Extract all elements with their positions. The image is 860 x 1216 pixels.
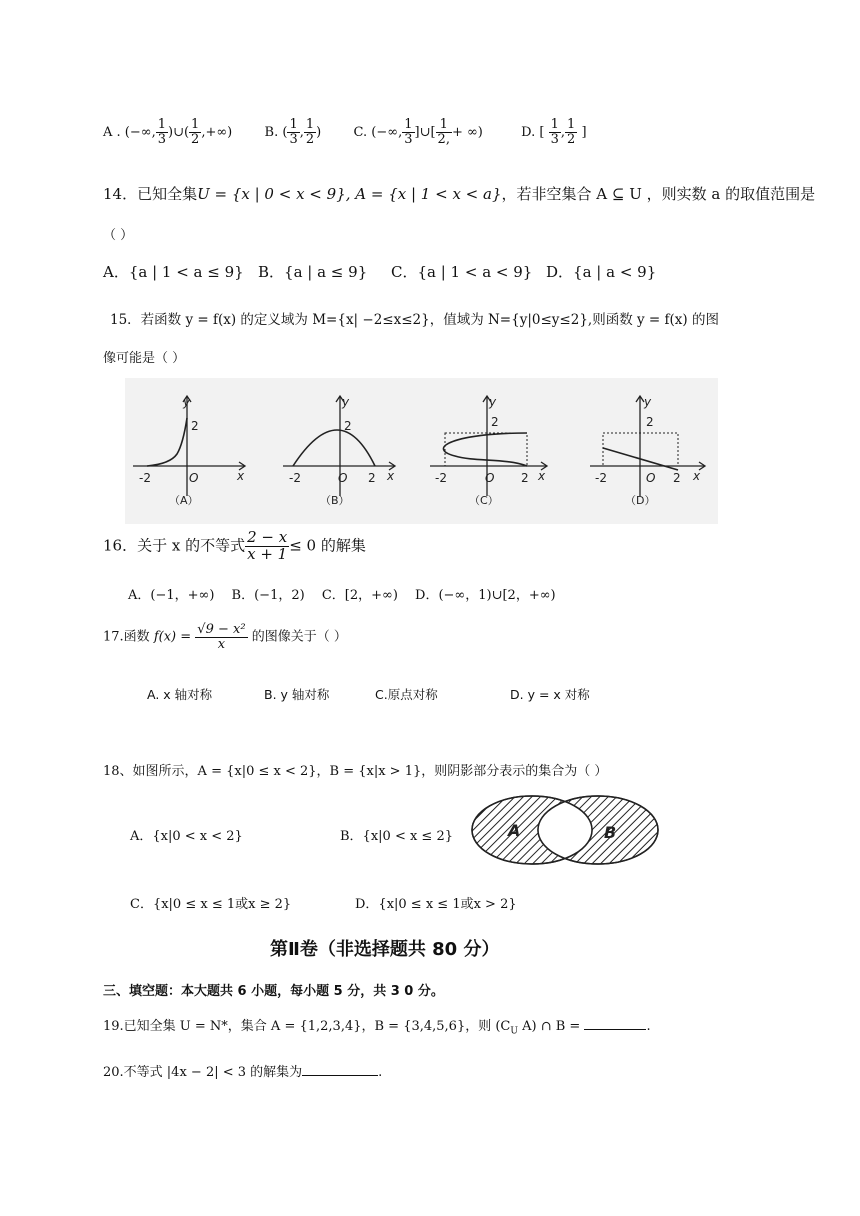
- venn-label-b: B: [604, 823, 617, 842]
- graph-a-origin: O: [189, 471, 199, 485]
- frac-den: 2,: [437, 131, 450, 147]
- q14-set-defs: U = {x | 0 < x < 9}, A = {x | 1 < x < a}: [197, 185, 502, 203]
- frac-den: 3: [404, 131, 413, 147]
- graph-d-x-label: x: [693, 469, 701, 483]
- q13-a-end: ,+∞): [201, 124, 233, 140]
- graph-b-tick-neg2: -2: [289, 471, 301, 485]
- graph-d-y-label: y: [644, 395, 652, 409]
- q17-option-c: C.原点对称: [375, 687, 438, 702]
- q13-option-d: D. [ $\frac{1}{3}$ , $\frac{1}{2}$ ]: [521, 117, 587, 147]
- q19-stem: [103, 1015, 651, 1037]
- graph-a-caption: （A）: [169, 494, 199, 507]
- q14-prefix: 14．已知全集: [103, 185, 198, 203]
- graph-b-caption: （B）: [320, 494, 350, 507]
- graph-d-caption: （D）: [625, 494, 656, 507]
- q17-fraction: [195, 623, 247, 651]
- q13-a-frac1: [156, 118, 168, 146]
- q13-option-c: [353, 117, 488, 147]
- q19-answer-blank[interactable]: [584, 1015, 646, 1030]
- graph-c-y-label: y: [489, 395, 497, 409]
- frac-num: 1: [550, 117, 559, 132]
- frac-den: 3: [550, 131, 559, 147]
- q17-option-b: B. y 轴对称: [264, 687, 330, 702]
- q17-suffix: 的图像关于（ ）: [251, 629, 347, 645]
- q13-c-mid: ]∪[: [414, 124, 436, 140]
- graph-c-tick-neg2: -2: [435, 471, 447, 485]
- q13-a-frac2: [189, 118, 201, 146]
- q17-option-d: D. y = x 对称: [510, 687, 590, 702]
- q14-option-c: C．{a | 1 < a < 9}: [391, 263, 533, 281]
- frac-den: 2: [567, 131, 576, 147]
- graph-c-tick-2: 2: [491, 415, 499, 429]
- q17-fx: f(x) =: [153, 629, 192, 645]
- q13-options: [103, 118, 587, 158]
- q20-stem: [103, 1061, 382, 1080]
- frac-den: 2: [191, 131, 200, 147]
- q13-c-frac2: [436, 118, 452, 146]
- graph-d-tick-pos2: 2: [673, 471, 681, 485]
- frac-den: x: [217, 636, 226, 652]
- graph-d-origin: O: [646, 471, 656, 485]
- graph-c-dotted-box: [445, 433, 527, 466]
- q13-c-frac1: [402, 118, 414, 146]
- q13-c-label: C.: [353, 124, 368, 140]
- graph-c-origin: O: [485, 471, 495, 485]
- q13-a-mid: )∪(: [168, 124, 190, 140]
- q18-option-c: C．{x|0 ≤ x ≤ 1或x ≥ 2}: [130, 897, 292, 912]
- q14-option-b: B．{a | a ≤ 9}: [258, 263, 368, 281]
- q13-option-b: B. ( $\frac{1}{3}$ , $\frac{1}{2}$ ): [264, 117, 326, 147]
- graph-d-tick-neg2: -2: [595, 471, 607, 485]
- q16-options: A．(−1，+∞) B．(−1，2) C．[2，+∞) D．(−∞，1)∪[2，+∞): [128, 588, 556, 603]
- q15-line1: 15．若函数 y = f(x) 的定义域为 M={x| −2≤x≤2}，值域为 N={y|0≤y≤2},则函数 y = f(x) 的图: [110, 312, 719, 328]
- q18-option-a: A．{x|0 < x < 2}: [130, 829, 243, 844]
- q14-paren: （ ）: [103, 228, 134, 243]
- q20-answer-blank[interactable]: [302, 1061, 378, 1076]
- q18-stem: 18、如图所示，A = {x|0 ≤ x < 2}，B = {x|x > 1}，则阴影部分表示的集合为（ ）: [103, 764, 608, 779]
- q16-prefix: 16．关于 x 的不等式: [103, 536, 246, 555]
- graph-d-tick-2: 2: [646, 415, 654, 429]
- q17-options: [147, 685, 590, 703]
- q15-graph-strip: [125, 378, 718, 524]
- frac-den: 3: [289, 131, 298, 147]
- q13-d-label: D.: [521, 124, 536, 140]
- frac-num: √9 − x²: [197, 622, 246, 637]
- q20-text: 20.不等式 |4x − 2| < 3 的解集为: [103, 1065, 303, 1080]
- graph-b-origin: O: [338, 471, 348, 485]
- frac-den: 3: [157, 131, 166, 147]
- q16-suffix: ≤ 0 的解集: [289, 536, 366, 555]
- graph-b-tick-pos2: 2: [368, 471, 376, 485]
- q13-d-frac1: [549, 118, 561, 146]
- frac-num: 1: [436, 118, 452, 133]
- q14-stem: [103, 183, 815, 204]
- q13-c-open: (−∞,: [371, 124, 403, 140]
- graph-c-tick-pos2: 2: [521, 471, 529, 485]
- q13-d-frac2: [565, 118, 577, 146]
- frac-num: 1: [305, 117, 315, 132]
- graph-a-y-label: y: [183, 395, 191, 409]
- q19-sub: U: [510, 1026, 518, 1037]
- graph-a-tick-neg2: -2: [139, 471, 151, 485]
- q16-stem: [103, 530, 366, 563]
- q18-option-d: D．{x|0 ≤ x ≤ 1或x > 2}: [355, 897, 517, 912]
- section3-title: 三、填空题：本大题共 6 小题，每小题 5 分，共 3 0 分。: [103, 984, 444, 999]
- graph-c-caption: （C）: [469, 494, 499, 507]
- graph-b-tick-2: 2: [344, 419, 352, 433]
- graph-c-curve: [443, 433, 527, 466]
- graph-b-curve: [293, 430, 375, 466]
- frac-num: 1: [157, 117, 166, 132]
- q13-option-a: [103, 117, 236, 147]
- q16-fraction: [245, 530, 289, 563]
- graph-b-x-label: x: [387, 469, 395, 483]
- q15-graphs: [125, 378, 718, 524]
- q17-prefix: 17.函数: [103, 629, 150, 645]
- q14-option-d: D．{a | a < 9}: [546, 263, 657, 281]
- q19-end: .: [646, 1019, 651, 1034]
- frac-den: x + 1: [247, 544, 288, 563]
- q18-option-b: B．{x|0 < x ≤ 2}: [340, 829, 453, 844]
- q13-a-label: A . (−∞,: [103, 124, 156, 140]
- frac-num: 1: [191, 117, 200, 132]
- q19-text2: A) ∩ B =: [517, 1019, 581, 1034]
- venn-label-a: A: [508, 821, 521, 840]
- q14-options: [103, 261, 656, 282]
- q13-b-frac1: [287, 118, 299, 146]
- frac-den: 2: [305, 131, 315, 147]
- graph-b-y-label: y: [342, 395, 350, 409]
- graph-a-x-label: x: [237, 469, 245, 483]
- frac-num: 1: [289, 117, 298, 132]
- q13-b-frac2: [304, 118, 316, 146]
- q14-suffix: ，若非空集合 A ⊆ U ，则实数 a 的取值范围是: [501, 185, 816, 203]
- q17-option-a: A. x 轴对称: [147, 687, 213, 702]
- q18-venn-diagram: [468, 792, 664, 868]
- part2-heading: 第Ⅱ卷（非选择题共 80 分）: [270, 939, 500, 960]
- q17-stem: [103, 623, 347, 651]
- q20-end: .: [378, 1065, 383, 1080]
- q14-option-a: A．{a | 1 < a ≤ 9}: [103, 263, 244, 281]
- q15-line2: 像可能是（ ）: [103, 351, 186, 366]
- q19-text: 19.已知全集 U = N*，集合 A = {1,2,3,4}，B = {3,4,5,6}，则 (C: [103, 1019, 511, 1034]
- graph-a-tick-2: 2: [191, 419, 199, 433]
- q13-c-end: + ∞): [451, 124, 483, 140]
- frac-num: 1: [404, 117, 413, 132]
- q13-b-label: B.: [264, 124, 279, 140]
- graph-c-x-label: x: [538, 469, 546, 483]
- graph-a-curve: [147, 418, 187, 466]
- frac-num: 2 − x: [247, 528, 288, 546]
- frac-num: 1: [567, 117, 576, 132]
